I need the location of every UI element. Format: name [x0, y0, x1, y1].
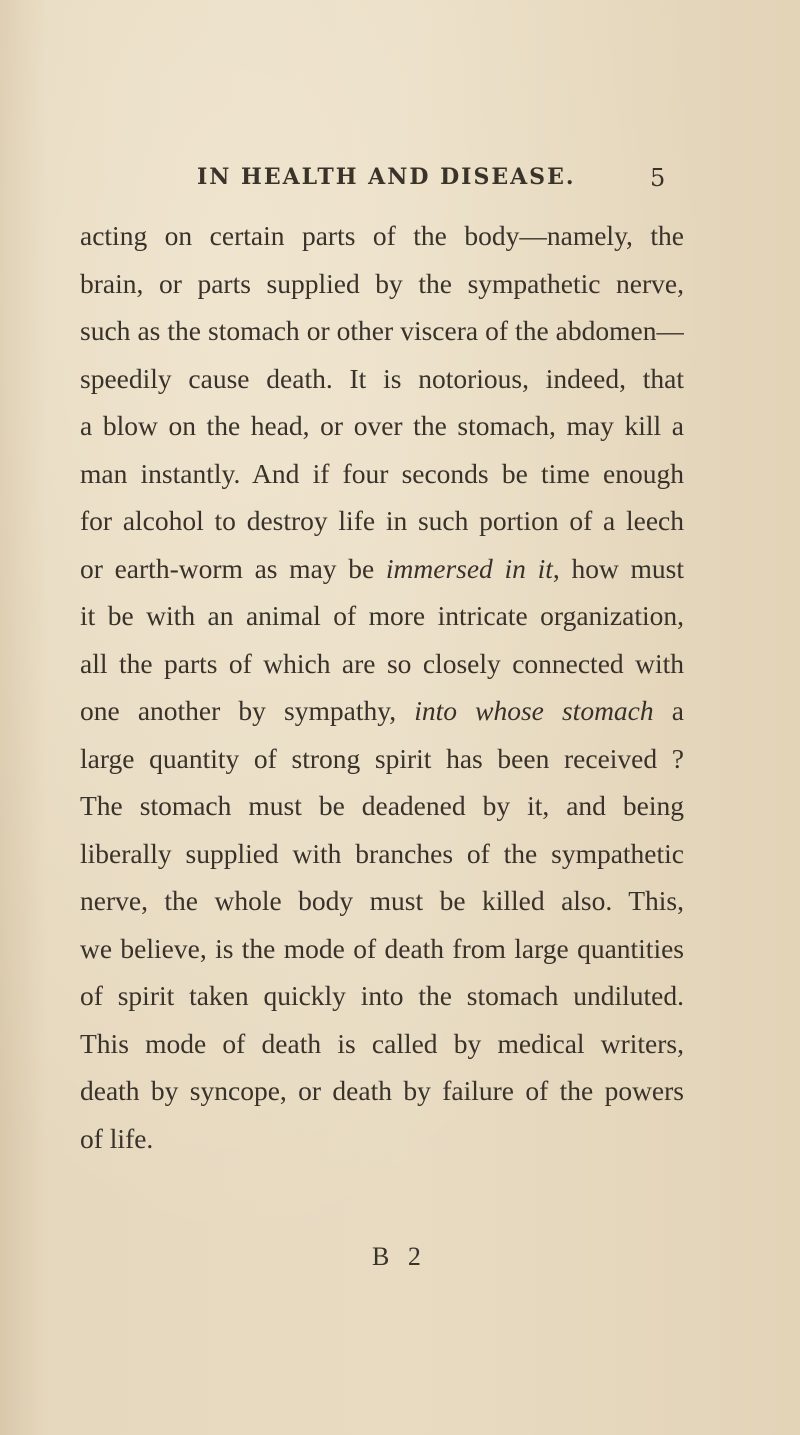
text-run: one another by sympathy,	[80, 695, 415, 726]
text-line	[80, 545, 684, 593]
text-line: man instantly. And if four seconds be time enough	[80, 457, 684, 489]
text-line: a blow on the head, or over the stomach, may kill a	[80, 410, 684, 441]
signature-mark: B 2	[372, 1242, 427, 1271]
text-line: of life.	[80, 1122, 154, 1154]
text-line: The stomach must be deadened by it, and being	[80, 790, 684, 821]
italic-text: into whose stomach	[414, 695, 654, 726]
text-line: such as the stomach or other viscera of the abdomen—	[80, 315, 684, 346]
text-line: for alcohol to destroy life in such portion of a leech	[80, 505, 684, 536]
text-line: speedily cause death. It is notorious, indeed, that	[80, 362, 684, 394]
text-line: acting on certain parts of the body—namely, the	[80, 220, 684, 251]
body-text	[80, 212, 684, 1154]
text-line: all the parts of which are so closely connected with	[80, 647, 684, 679]
text-line: death by syncope, or death by failure of the powers	[80, 1075, 684, 1106]
text-line: it be with an animal of more intricate organization,	[80, 600, 684, 631]
page-header	[197, 160, 697, 200]
text-line: liberally supplied with branches of the sympathetic	[80, 837, 684, 869]
text-line: large quantity of strong spirit has been received ?	[80, 742, 684, 774]
text-run: , how must	[552, 552, 684, 584]
text-line: brain, or parts supplied by the sympathetic nerve,	[80, 267, 684, 299]
text-line: we believe, is the mode of death from large quantities	[80, 932, 684, 964]
running-head: IN HEALTH AND DISEASE.	[197, 164, 576, 190]
text-line: This mode of death is called by medical writers,	[80, 1027, 684, 1059]
text-run: a	[653, 695, 684, 726]
page-number: 5	[650, 164, 668, 192]
italic-text: immersed in it	[385, 552, 553, 584]
text-line: of spirit taken quickly into the stomach undiluted.	[80, 980, 684, 1011]
text-run: or earth-worm as may be	[80, 552, 386, 584]
text-line	[80, 687, 684, 735]
text-line: nerve, the whole body must be killed also. This,	[80, 885, 684, 916]
